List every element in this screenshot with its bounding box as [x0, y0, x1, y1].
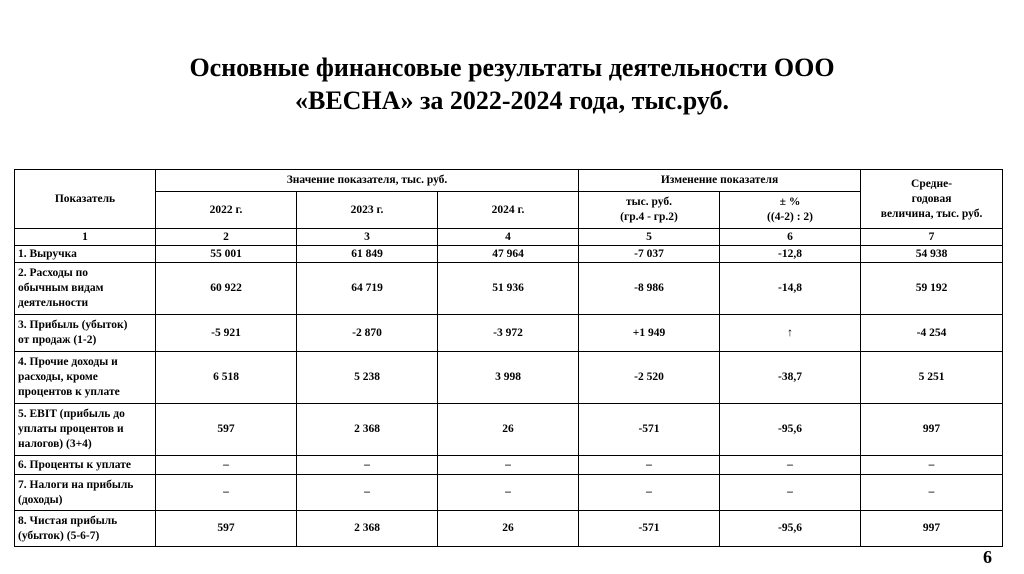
pct-change-value: –	[720, 475, 861, 511]
indicator-label-line: 8. Чистая прибыль	[18, 514, 118, 527]
header-values-group: Значение показателя, тыс. руб.	[156, 170, 579, 192]
indicator-label-line: 7. Налоги на прибыль	[18, 478, 134, 491]
column-number: 3	[297, 229, 438, 246]
value-2022: 597	[156, 511, 297, 547]
indicator-label-line: обычным видам	[18, 282, 104, 294]
pct-change-value: -38,7	[720, 352, 861, 404]
average-value: 5 251	[861, 352, 1003, 404]
indicator-label	[15, 456, 156, 475]
value-2022: –	[156, 475, 297, 511]
indicator-label-line: 4. Прочие доходы и	[18, 356, 118, 368]
header-year-2023: 2023 г.	[297, 192, 438, 229]
indicator-label-line: (доходы)	[18, 493, 63, 506]
abs-change-value: -571	[579, 511, 720, 547]
value-2023: 64 719	[297, 263, 438, 315]
indicator-label-line: деятельности	[18, 297, 89, 309]
value-2022: -5 921	[156, 315, 297, 352]
indicator-label-line: 3. Прибыль (убыток)	[18, 319, 128, 331]
header-average-line-3: величина, тыс. руб.	[880, 207, 983, 220]
column-number: 6	[720, 229, 861, 246]
table-row	[15, 511, 1003, 547]
abs-change-value: -2 520	[579, 352, 720, 404]
indicator-label-line: 5. EBIT (прибыль до	[18, 408, 125, 420]
value-2022: –	[156, 456, 297, 475]
indicator-label-line: 1. Выручка	[18, 247, 77, 260]
indicator-label-line: (убыток) (5-6-7)	[18, 529, 100, 542]
abs-change-value: +1 949	[579, 315, 720, 352]
column-number: 2	[156, 229, 297, 246]
column-number: 5	[579, 229, 720, 246]
pct-change-value: -95,6	[720, 404, 861, 456]
average-value: 997	[861, 404, 1003, 456]
header-pct-change	[720, 192, 861, 229]
page-number: 6	[983, 547, 992, 567]
average-value: –	[861, 456, 1003, 475]
abs-change-value: –	[579, 456, 720, 475]
header-pct-change-line-1: ± %	[779, 196, 801, 208]
value-2023: –	[297, 456, 438, 475]
pct-change-value: -12,8	[720, 246, 861, 263]
value-2024: 51 936	[438, 263, 579, 315]
table-row	[15, 456, 1003, 475]
header-year-2022: 2022 г.	[156, 192, 297, 229]
pct-change-value: -14,8	[720, 263, 861, 315]
value-2022: 55 001	[156, 246, 297, 263]
indicator-label	[15, 475, 156, 511]
indicator-label-line: процентов к уплате	[18, 386, 120, 398]
indicator-label	[15, 352, 156, 404]
abs-change-value: -571	[579, 404, 720, 456]
indicator-label-line: 2. Расходы по	[18, 267, 89, 279]
value-2023: -2 870	[297, 315, 438, 352]
indicator-label-line: расходы, кроме	[18, 371, 98, 383]
value-2024: –	[438, 475, 579, 511]
value-2023: 61 849	[297, 246, 438, 263]
table-row	[15, 352, 1003, 404]
column-number: 1	[15, 229, 156, 246]
header-pct-change-line-2: ((4-2) : 2)	[767, 211, 814, 223]
value-2024: 26	[438, 511, 579, 547]
value-2024: 3 998	[438, 352, 579, 404]
average-value: -4 254	[861, 315, 1003, 352]
value-2023: 2 368	[297, 511, 438, 547]
value-2024: 47 964	[438, 246, 579, 263]
pct-change-value: ↑	[720, 315, 861, 352]
value-2022: 597	[156, 404, 297, 456]
indicator-label	[15, 511, 156, 547]
value-2023: 2 368	[297, 404, 438, 456]
indicator-label-line: 6. Проценты к уплате	[18, 458, 131, 471]
header-abs-change	[579, 192, 720, 229]
header-abs-change-line-2: (гр.4 - гр.2)	[620, 211, 678, 223]
slide-title-line-1: Основные финансовые результаты деятельности ООО	[189, 53, 835, 82]
indicator-label-line: налогов) (3+4)	[18, 438, 92, 450]
value-2022: 6 518	[156, 352, 297, 404]
indicator-label-line: уплаты процентов и	[18, 423, 124, 435]
indicator-label	[15, 315, 156, 352]
pct-change-value: -95,6	[720, 511, 861, 547]
value-2023: –	[297, 475, 438, 511]
indicator-label	[15, 263, 156, 315]
average-value: 59 192	[861, 263, 1003, 315]
average-value: 997	[861, 511, 1003, 547]
table-row	[15, 315, 1003, 352]
header-average-line-2: годовая	[911, 192, 952, 205]
value-2024: –	[438, 456, 579, 475]
slide-title-line-2: «ВЕСНА» за 2022-2024 года, тыс.руб.	[294, 86, 729, 115]
financial-results-table	[14, 169, 1003, 547]
table-row	[15, 246, 1003, 263]
value-2022: 60 922	[156, 263, 297, 315]
column-number: 7	[861, 229, 1003, 246]
table-body	[15, 246, 1003, 547]
column-number: 4	[438, 229, 579, 246]
indicator-label-line: от продаж (1-2)	[18, 334, 97, 346]
average-value: –	[861, 475, 1003, 511]
value-2024: 26	[438, 404, 579, 456]
table-row	[15, 404, 1003, 456]
header-average	[861, 170, 1003, 229]
header-abs-change-line-1: тыс. руб.	[626, 196, 672, 208]
header-indicator: Показатель	[15, 170, 156, 229]
header-average-line-1: Средне-	[911, 177, 953, 190]
average-value: 54 938	[861, 246, 1003, 263]
table-row	[15, 475, 1003, 511]
table-row	[15, 263, 1003, 315]
pct-change-value: –	[720, 456, 861, 475]
slide-title	[0, 51, 1024, 117]
indicator-label	[15, 404, 156, 456]
header-change-group: Изменение показателя	[579, 170, 861, 192]
indicator-label	[15, 246, 156, 263]
header-year-2024: 2024 г.	[438, 192, 579, 229]
abs-change-value: –	[579, 475, 720, 511]
abs-change-value: -8 986	[579, 263, 720, 315]
value-2024: -3 972	[438, 315, 579, 352]
abs-change-value: -7 037	[579, 246, 720, 263]
value-2023: 5 238	[297, 352, 438, 404]
